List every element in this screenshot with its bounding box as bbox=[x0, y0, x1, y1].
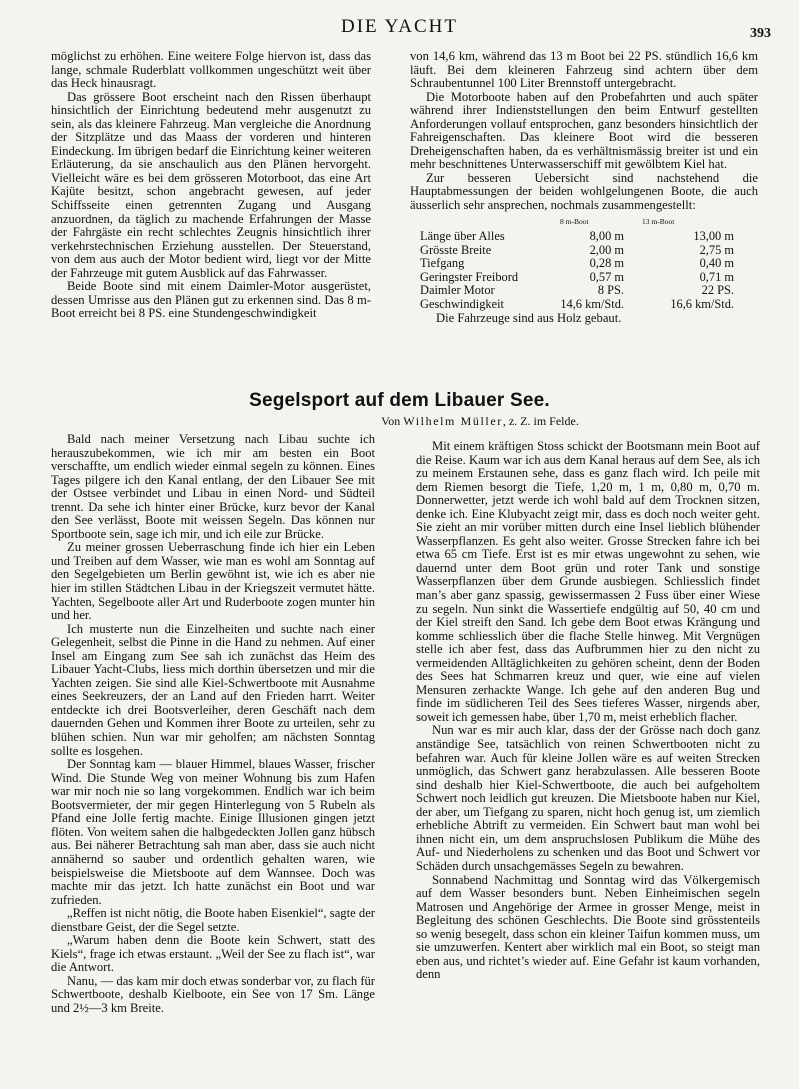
row-label: Länge über Alles bbox=[420, 229, 505, 244]
table-header-8m: 8 m-Boot bbox=[560, 216, 589, 226]
value-8m: 2,00 m bbox=[589, 242, 624, 257]
value-13m: 2,75 m bbox=[699, 242, 734, 257]
byline-prefix: Von bbox=[381, 414, 401, 428]
paragraph: Der Sonntag kam — blauer Himmel, blaues Wasser, frischer Wind. Die Stunde Weg von meiner Wohnung bis zum Hafen war mir noch nie so lang vorgekommen. Endlich war ich beim Bootsvermieter, der mir gegen Hinterlegung von 5 Rubeln als Pfand eine Jolle fertig machte. Einige Illusionen gingen jetzt flöten. Von weitem sahen die halbgedeckten Jollen ganz hübsch aus. Bei näherer Betrachtung sah man aber, dass sie auch nicht annähernd so sauber und ordentlich gehalten waren, wie beispielsweise die Mietsboote auf dem Wannsee. Doch was machte mir das jetzt. Ich hatte zunächst ein Boot und war zufrieden. bbox=[51, 757, 375, 907]
table-row bbox=[420, 230, 734, 244]
running-title: DIE YACHT bbox=[340, 16, 459, 37]
paragraph: von 14,6 km, während das 13 m Boot bei 22 PS. stündlich 16,6 km läuft. Bei dem kleineren Fahrzeug sind achtern über dem Schraubentunnel 100 Liter Brennstoff untergebracht. bbox=[410, 49, 758, 91]
table-row bbox=[420, 298, 734, 312]
value-8m: 8,00 m bbox=[589, 229, 624, 244]
paragraph: Bald nach meiner Versetzung nach Libau suchte ich herauszubekommen, wie ich mir am besten ein Boot verschaffte, um endlich wieder einmal segeln zu können. Eines Tages pilgere ich den Kanal entlang, der den Libauer See mit der Ostsee verbindet und Libau in einen Nord- und Südteil trennt. Da sehe ich hinter einer Brücke, kurz bevor der Kanal den See verlässt, Boote mit weissen Segeln. Das können nur Sportboote sein, sage ich mir, und ich eile zur Brücke. bbox=[51, 432, 375, 541]
value-8m: 14,6 km/Std. bbox=[560, 297, 624, 312]
paragraph: Sonnabend Nachmittag und Sonntag wird das Völkergemisch auf dem Wasser besonders bunt. Neben Einheimischen segeln Matrosen und Angehörige der Armee in grosser Menge, meist in Begleitung des schönen Geschlechts. Die Boote sind grösstenteils so wenig besegelt, dass schon ein kleiner Taifun kommen muss, um sie umzuwerfen. Kentert aber wirklich mal ein Boot, so steigt man eben aus, und richtet’s wieder auf. Eine Gefahr ist kaum vorhanden, denn bbox=[416, 872, 760, 982]
paragraph: „Warum haben denn die Boote kein Schwert, statt des Kiels“, frage ich etwas erstaunt. „Weil der See zu flach ist“, war die Antwort. bbox=[51, 933, 375, 975]
byline-suffix: , z. Z. im Felde. bbox=[502, 414, 579, 428]
paragraph: Beide Boote sind mit einem Daimler-Motor ausgerüstet, dessen Umrisse aus den Plänen gut zu erkennen sind. Das 8 m-Boot erreicht bei 8 PS. eine Stundengeschwindigkeit bbox=[51, 279, 371, 321]
paragraph: Die Motorboote haben auf den Probefahrten und auch später während ihrer Indienststellungen den beim Entwurf gestellten Anforderungen vollauf entsprochen, ganz besonders hinsichtlich der Fahreigenschaften. Das kleinere Boot wird die besseren Dreheigenschaften haben, da es verhältnismässig breiter ist und ein mehr beschnittenes Unterwasserschiff mit gewölbtem Kiel hat. bbox=[410, 89, 758, 172]
column-left-top bbox=[51, 50, 371, 321]
dimensions-table bbox=[420, 215, 734, 312]
value-13m: 13,00 m bbox=[693, 229, 734, 244]
value-13m: 0,71 m bbox=[699, 269, 734, 284]
column-right-bottom bbox=[416, 440, 760, 982]
row-label: Geschwindigkeit bbox=[420, 297, 504, 312]
paragraph: Das grössere Boot erscheint nach den Rissen überhaupt hinsichtlich der Einrichtung bedeutend mehr ausgenutzt zu sein, als das kleinere Fahrzeug. Man vergleiche die Anordnung der Sitzplätze und das Maass der vorderen und hinteren Eindeckung. Im übrigen bedarf die Einrichtung keiner weiteren Erläuterung, da sie anschaulich aus den Plänen hervorgeht. Vielleicht wäre es bei dem grösseren Motorboot, das eine Art Kajüte besitzt, schon angebracht gewesen, auf jeder Schiffsseite einen getrennten Zugang und Ausgang anzuordnen, da täglich zu machende Erfahrungen der Masse der Fahrgäste ein recht schlechtes Zeugnis hinsichtlich ihrer verkehrstechnischen Erziehung ausstellen. Der Steuerstand, von dem aus auch der Motor bedient wird, liegt vor der Mitte der Fahrzeuge mit gutem Ausblick auf das Fahrwasser. bbox=[51, 89, 371, 280]
table-header-13m: 13 m-Boot bbox=[642, 216, 675, 226]
paragraph: möglichst zu erhöhen. Eine weitere Folge hiervon ist, dass das lange, schmale Ruderblatt vollkommen ungeschützt weit über das Heck hinausragt. bbox=[51, 49, 371, 91]
value-8m: 0,28 m bbox=[589, 256, 624, 271]
paragraph: Nanu, — das kam mir doch etwas sonderbar vor, zu flach für Schwertboote, deshalb Kielboote, ein See von 17 Sm. Länge und 2½—3 km Breite. bbox=[51, 973, 375, 1015]
running-head bbox=[0, 12, 799, 42]
table-row bbox=[420, 271, 734, 285]
column-right-top bbox=[410, 50, 758, 325]
table-row bbox=[420, 284, 734, 298]
value-13m: 22 PS. bbox=[701, 283, 734, 298]
value-8m: 8 PS. bbox=[597, 283, 624, 298]
row-label: Daimler Motor bbox=[420, 283, 495, 298]
value-8m: 0,57 m bbox=[589, 269, 624, 284]
value-13m: 16,6 km/Std. bbox=[670, 297, 734, 312]
table-header-blank bbox=[420, 215, 560, 231]
byline-author: Wilhelm Müller bbox=[403, 414, 503, 428]
article-byline bbox=[180, 414, 780, 429]
row-label: Geringster Freibord bbox=[420, 269, 519, 284]
paragraph: Nun war es mir auch klar, dass der der Grösse nach doch ganz anständige See, tatsächlich von reinen Schwertbooten nicht zu befahren war. Auch für kleine Jollen wäre es auf weiten Strecken unmöglich, das Schwert ganz herabzulassen. Alle besseren Boote sind deshalb hier Kiel-Schwertboote, die auch bei aufgeholtem Schwert noch leidlich gut kreuzen. Die Mietsboote haben nur Kiel, der aber, um Tiefgang zu sparen, nicht hoch genug ist, um ziemlich erhebliche Abtrift zu vermeiden. Ein Schwert baut man wohl bei ihnen nicht ein, um dem anspruchslosen Publikum die Mühe des Auf- und Niederholens zu schenken und das Boot und Schwert vor Schäden durch unsachgemässes Segeln zu bewahren. bbox=[416, 723, 760, 873]
paragraph: Zu meiner grossen Ueberraschung finde ich hier ein Leben und Treiben auf dem Wasser, wie man es wohl am Sonntag auf den Segelgebieten um Berlin gewöhnt ist, wie ich es aber nie hier im stillen Städtchen Libau in der Kriegszeit vermutet hätte. Yachten, Segelboote aller Art und Ruderboote zogen munter hin und her. bbox=[51, 540, 375, 623]
row-label: Tiefgang bbox=[420, 256, 465, 271]
paragraph: „Reffen ist nicht nötig, die Boote haben Eisenkiel“, sagte der dienstbare Geist, der die Segel setzte. bbox=[51, 906, 375, 934]
paragraph: Ich musterte nun die Einzelheiten und suchte nach einer Gelegenheit, selbst die Pinne in die Hand zu nehmen. Auf einer Insel am Eingang zum See sah ich zunächst das Heim des Libauer Yacht-Clubs, liess mich dorthin übersetzen und mir die Yachten zeigen. Sie sind alle Kiel-Schwertboote mit Ausnahme eines Seekreuzers, der an Land auf den Frieden harrt. Weiter entdeckte ich drei Bootsverleiher, deren Geschäft nach dem dauernden Gehen und Kommen ihrer Boote zu urteilen, sehr zu blühen schien. Nun war mir geholfen; am nächsten Sonntag sollte es losgehen. bbox=[51, 621, 375, 758]
paragraph: Mit einem kräftigen Stoss schickt der Bootsmann mein Boot auf die Reise. Kaum war ich aus dem Kanal heraus auf dem See, als ich zu meinem Erstaunen sehe, dass es ganz flach wird. Ich peile mit dem Riemen besorgt die Tiefe, 1,20 m, 1 m, 0,80 m, 0,70 m. Donnerwetter, jetzt werde ich wohl bald auf dem Trocknen sitzen, denke ich. Eine Klubyacht zeigt mir, dass es doch noch weiter geht. Sie zieht an mir vorüber mitten durch eine Insel lieblich blühender Wasserpflanzen. Es geht also weiter. Grosse Strecken fahre ich bei etwa 65 cm Tiefe. Erst ist es mir etwas ungewohnt zu sehen, wie dauernd unter dem Boot grün und roter Tank und sonstige Wasserpflanzen über dem Grunde ausbiegen. Schliesslich findet man’s aber ganz spassig, gewissermassen 2 Fuss über einer Wiese zu segeln. Nun sinkt die Wassertiefe endgültig auf 50, 40 cm und der Kiel streift den Sand. Ich gebe dem Boot etwas Krängung und komme schliesslich über die flache Stelle hinweg. Mit Vergnügen stelle ich aber fest, dass das Aufbrummen hier zu den nicht zu vermeidenden Alltäglichkeiten zu gehören scheint, denn der Boden des Sees hat Schmarren kreuz und quer, wie eine auf vielen Mensuren zerhackte Wange. Ich gehe auf den anderen Bug und finde im südlicheren Teil des Sees tieferes Wasser, nirgends aber, soweit ich gemessen habe, über 1,70 m, meist erheblich flacher. bbox=[416, 439, 760, 724]
table-row bbox=[420, 244, 734, 258]
value-13m: 0,40 m bbox=[699, 256, 734, 271]
page-number: 393 bbox=[750, 26, 771, 41]
row-label: Grösste Breite bbox=[420, 242, 492, 257]
paragraph: Zur besseren Uebersicht sind nachstehend die Hauptabmessungen der beiden wohlgelungenen Boote, die auch äusserlich sehr ansprechen, nochmals zusammengestellt: bbox=[410, 170, 758, 213]
article-title: Segelsport auf dem Libauer See. bbox=[249, 390, 550, 411]
table-note: Die Fahrzeuge sind aus Holz gebaut. bbox=[436, 310, 622, 325]
column-left-bottom bbox=[51, 433, 375, 1016]
table-row bbox=[420, 257, 734, 271]
